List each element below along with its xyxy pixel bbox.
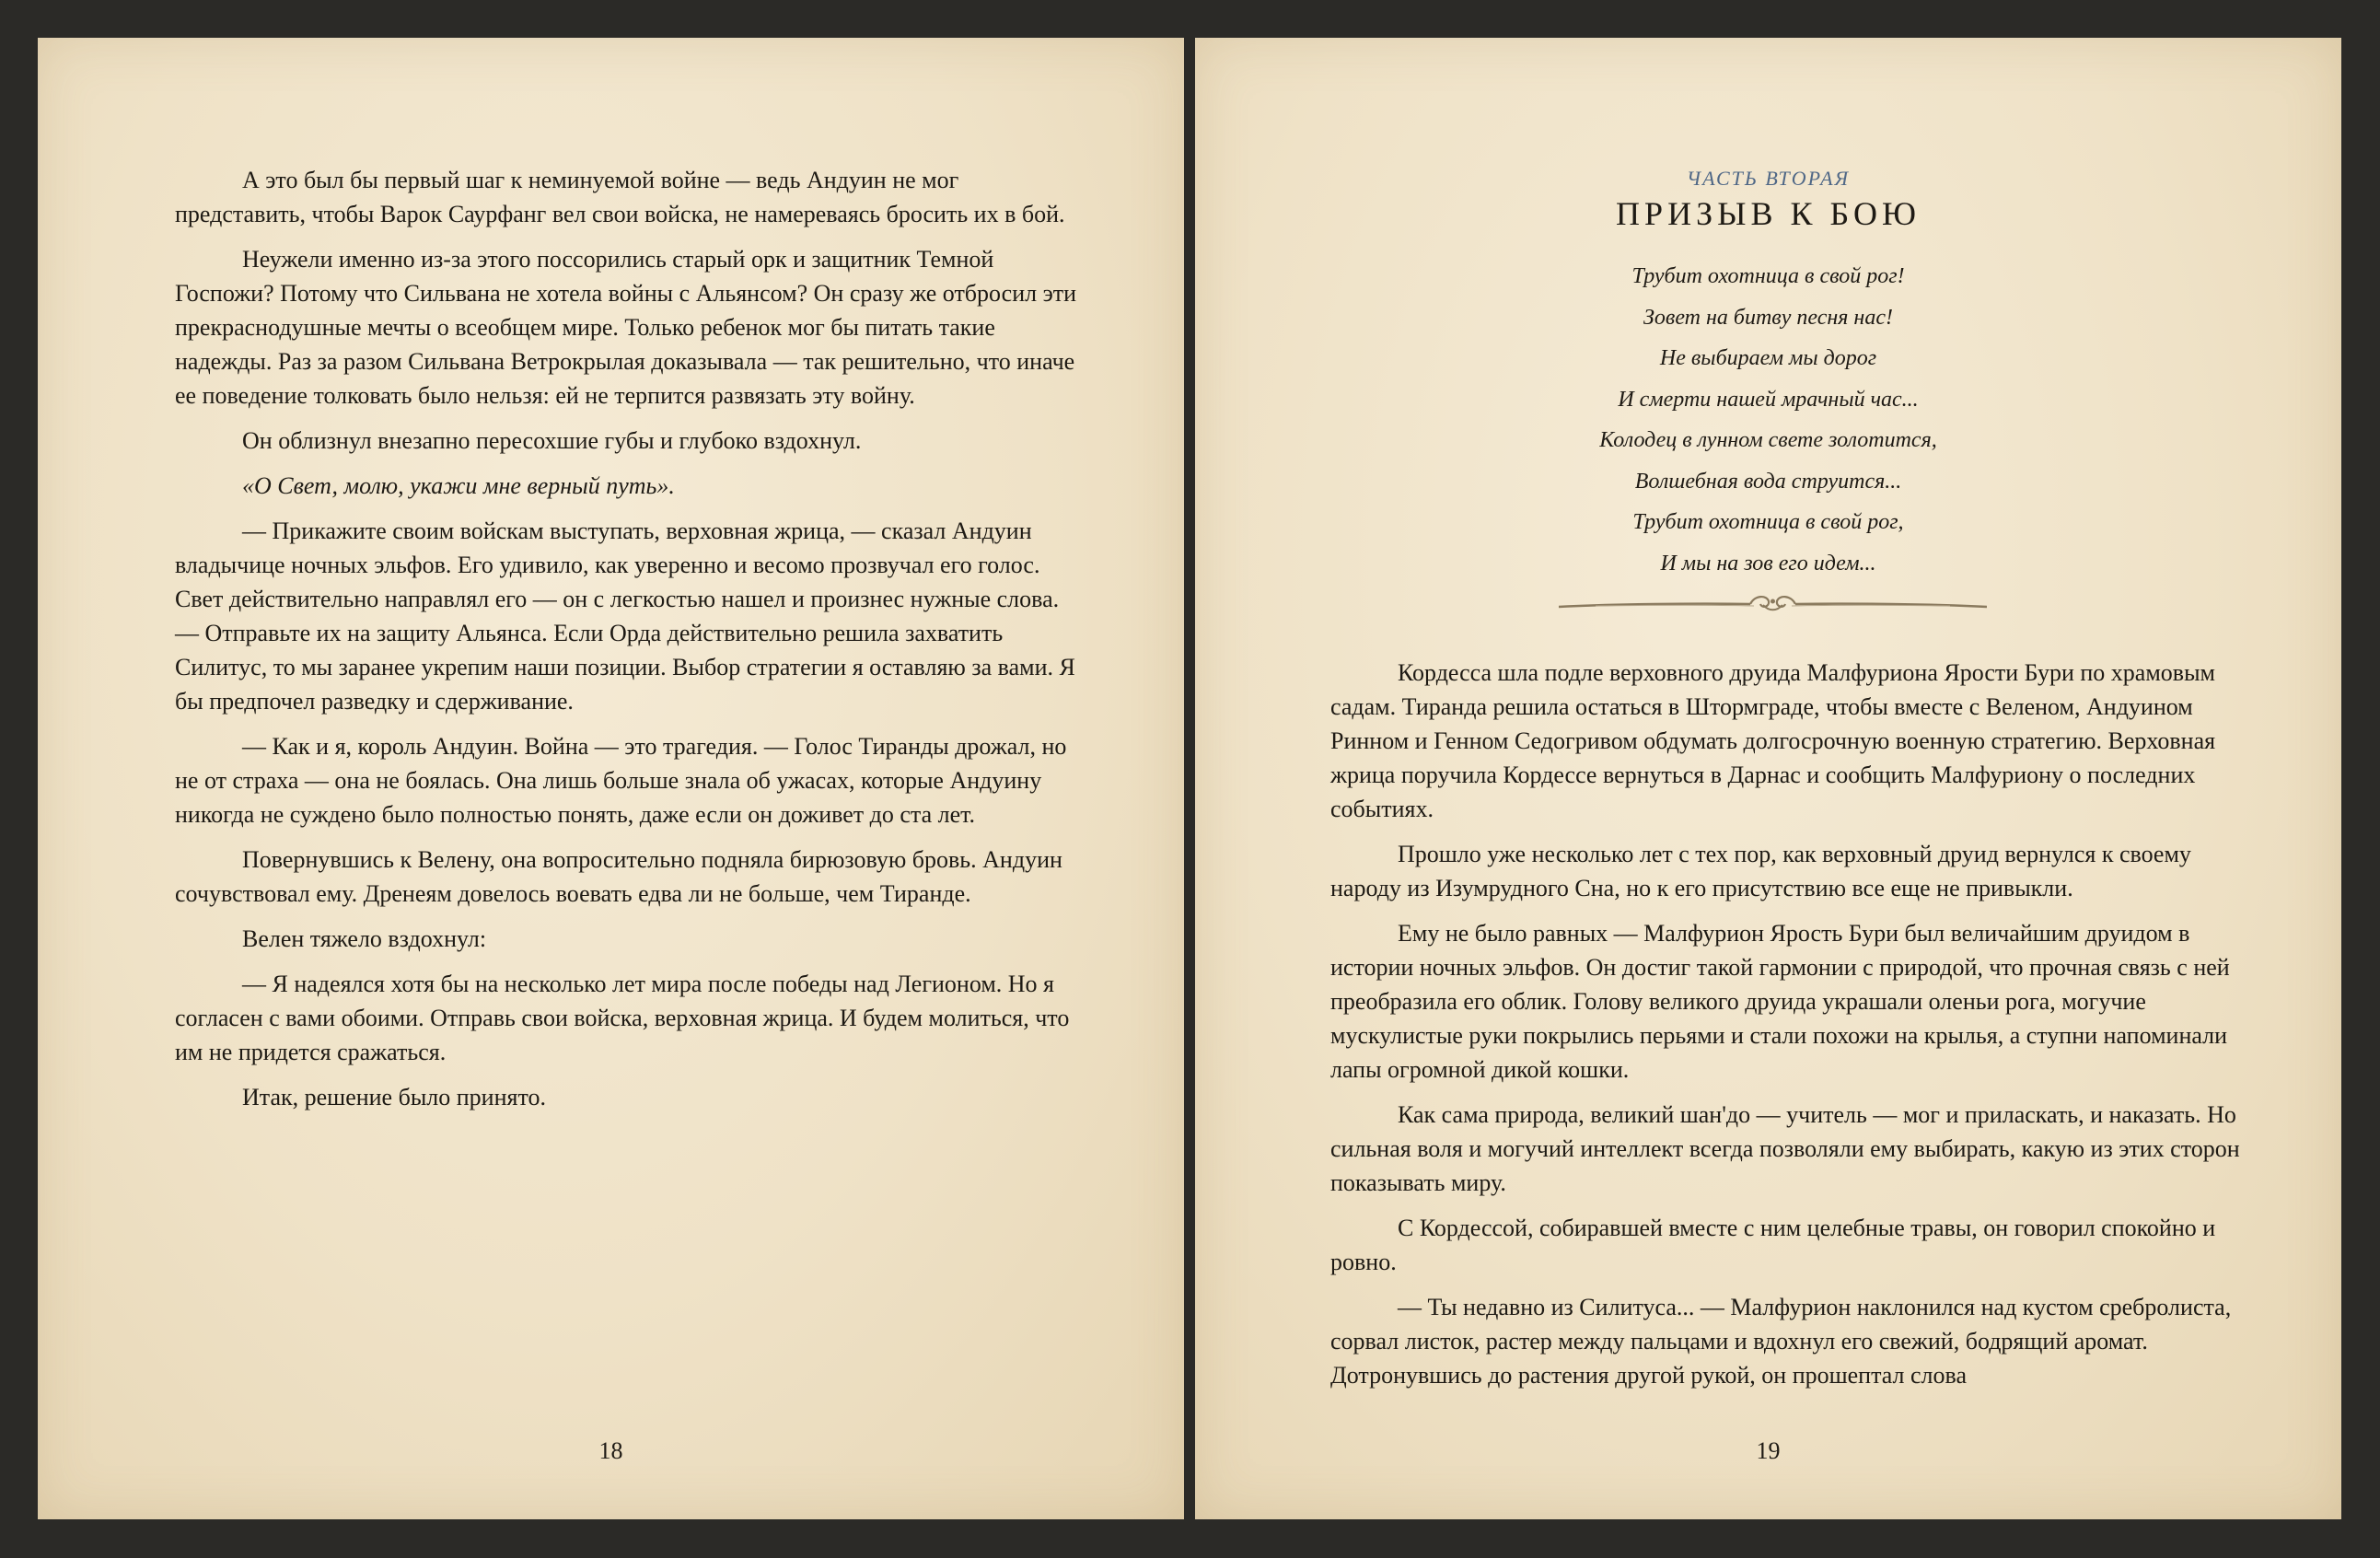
- right-page: [1195, 38, 2341, 1519]
- ornamental-divider-icon: [1559, 591, 1987, 619]
- poem-line: Колодец в лунном свете золотится,: [1599, 428, 1937, 452]
- paragraph: — Я надеялся хотя бы на несколько лет мира после победы над Легионом. Но я согласен с вами обоими. Отправь свои войска, верховная жрица. И будем молиться, что им не придется сражаться.: [175, 971, 1070, 1065]
- paragraph: Неужели именно из-за этого поссорились старый орк и защитник Темной Госпожи? Потому что Сильвана не хотела войны с Альянсом? Он сразу же отбросил эти прекраснодушные мечты о всеобщем мире. Только ребенок мог бы питать такие надежды. Раз за разом Сильвана Ветрокрылая доказывала — так решительно, что иначе ее поведение толковать было нельзя: ей не терпится развязать эту войну.: [175, 246, 1077, 409]
- epigraph-poem: [1195, 256, 2341, 584]
- paragraph: А это был бы первый шаг к неминуемой войне — ведь Андуин не мог представить, чтобы Варок Саурфанг вел свои войска, не намереваясь бросить их в бой.: [175, 167, 1065, 227]
- paragraph: Прошло уже несколько лет с тех пор, как верховный друид вернулся к своему народу из Изумрудного Сна, но к его присутствию все еще не привыкли.: [1330, 841, 2191, 901]
- paragraph: Итак, решение было принято.: [242, 1084, 546, 1110]
- page-number-right: 19: [1756, 1437, 1781, 1464]
- paragraph: С Кордессой, собиравшей вместе с ним целебные травы, он говорил спокойно и ровно.: [1330, 1215, 2216, 1275]
- paragraph: — Как и я, король Андуин. Война — это трагедия. — Голос Тиранды дрожал, но не от страха — она не боялась. Она лишь больше знала об ужасах, которые Андуину никогда не суждено было полностью понять, даже если он доживет до ста лет.: [175, 733, 1067, 828]
- poem-line: Зовет на битву песня нас!: [1643, 305, 1893, 330]
- poem-line: Не выбираем мы дорог: [1659, 346, 1877, 370]
- poem-line: Волшебная вода струится...: [1634, 469, 1902, 494]
- poem-line: И мы на зов его идем...: [1660, 551, 1876, 576]
- right-page-text: [1330, 656, 2251, 1403]
- page-number-left: 18: [598, 1437, 623, 1464]
- poem-line: И смерти нашей мрачный час...: [1618, 387, 1919, 412]
- paragraph: Ему не было равных — Малфурион Ярость Бури был величайшим друидом в истории ночных эльфов. Он достиг такой гармонии с природой, что прочная связь с ней преобразила его облик. Голову великого друида украшали оленьи рога, могучие мускулистые руки покрылись перьями и стали похожи на крылья, а ступни напоминали лапы огромной дикой кошки.: [1330, 920, 2230, 1083]
- paragraph: Кордесса шла подле верховного друида Малфуриона Ярости Бури по храмовым садам. Тиранда решила остаться в Штормграде, чтобы вместе с Веленом, Андуином Ринном и Генном Седогривом обдумать долгосрочную военную стратегию. Верховная жрица поручила Кордессе вернуться в Дарнас и сообщить Малфуриону о последних событиях.: [1330, 659, 2216, 822]
- paragraph: Как сама природа, великий шан'до — учитель — мог и приласкать, и наказать. Но сильная воля и могучий интеллект всегда позволяли ему выбирать, какую из этих сторон показывать миру.: [1330, 1101, 2240, 1196]
- paragraph: Велен тяжело вздохнул:: [242, 925, 487, 952]
- left-page: [38, 38, 1184, 1519]
- poem-line: Трубит охотница в свой рог!: [1631, 264, 1905, 288]
- left-page-text: [175, 163, 1086, 1125]
- chapter-title: ПРИЗЫВ К БОЮ: [1616, 195, 1921, 232]
- paragraph: Повернувшись к Велену, она вопросительно подняла бирюзовую бровь. Андуин сочувствовал ему. Дренеям довелось воевать едва ли не больше, чем Тиранде.: [175, 846, 1062, 907]
- poem-line: Трубит охотница в свой рог,: [1632, 510, 1904, 534]
- part-label: ЧАСТЬ ВТОРАЯ: [1686, 167, 1851, 190]
- paragraph-italic-prayer: «О Свет, молю, укажи мне верный путь».: [242, 472, 675, 499]
- paragraph: Он облизнул внезапно пересохшие губы и глубоко вздохнул.: [242, 427, 862, 454]
- paragraph: — Ты недавно из Силитуса... — Малфурион наклонился над кустом сребролиста, сорвал листок, растер между пальцами и вдохнул его свежий, бодрящий аромат. Дотронувшись до растения другой рукой, он прошептал слова: [1330, 1294, 2232, 1389]
- paragraph: — Прикажите своим войскам выступать, верховная жрица, — сказал Андуин владычице ночных эльфов. Его удивило, как уверенно и весомо прозвучал его голос. Свет действительно направлял его — он с легкостью нашел и произнес нужные слова. — Отправьте их на защиту Альянса. Если Орда действительно решила захватить Силитус, то мы заранее укрепим наши позиции. Выбор стратегии я оставляю за вами. Я бы предпочел разведку и сдерживание.: [175, 517, 1075, 715]
